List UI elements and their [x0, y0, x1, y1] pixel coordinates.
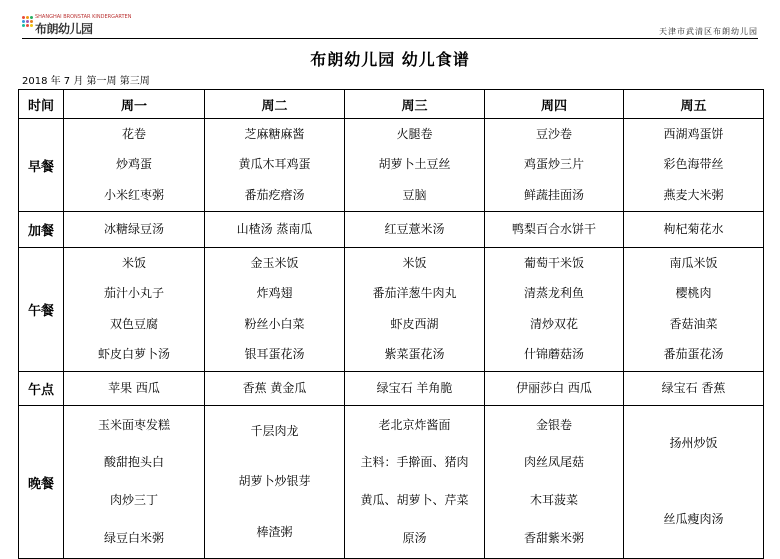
menu-cell-dinner-wednesday [345, 406, 485, 559]
logo-name: 布朗幼儿园 [35, 22, 93, 36]
menu-item: 老北京炸酱面 [378, 417, 451, 432]
menu-item: 豆沙卷 [535, 126, 572, 141]
menu-table [18, 89, 764, 559]
menu-item: 金银卷 [535, 417, 572, 432]
menu-cell-lunch-friday [624, 248, 764, 372]
menu-item: 双色豆腐 [109, 316, 158, 331]
meal-label-lunch: 午餐 [19, 248, 64, 372]
menu-item: 虾皮西湖 [390, 316, 439, 331]
week-label: 2018 年 7 月 第一周 第三周 [22, 76, 150, 87]
menu-item: 燕麦大米粥 [663, 187, 724, 202]
table-header-row [19, 90, 764, 119]
menu-item: 番茄洋葱牛肉丸 [372, 286, 457, 301]
menu-item: 虾皮白萝卜汤 [97, 347, 170, 362]
menu-cell-afternoon-snack-monday [64, 372, 205, 406]
meal-label-afternoon-snack: 午点 [19, 372, 64, 406]
menu-item: 山楂汤 蒸南瓜 [236, 221, 313, 236]
menu-item: 香甜紫米粥 [523, 530, 584, 545]
column-header-friday: 周五 [624, 90, 764, 119]
menu-cell-dinner-tuesday [205, 406, 345, 559]
menu-item: 葡萄干米饭 [523, 255, 584, 270]
menu-item: 冰糖绿豆汤 [103, 221, 164, 236]
menu-item: 樱桃肉 [675, 286, 712, 301]
location-text: 天津市武清区布朗幼儿园 [659, 27, 758, 36]
menu-item: 黄瓜、胡萝卜、芹菜 [360, 493, 469, 508]
menu-cell-snack-wednesday [345, 212, 485, 248]
menu-item: 茄汁小丸子 [103, 286, 164, 301]
page-title: 布朗幼儿园 幼儿食谱 [310, 50, 470, 69]
menu-item: 肉丝凤尾菇 [523, 455, 584, 470]
menu-item: 木耳菠菜 [529, 493, 578, 508]
menu-cell-breakfast-monday [64, 119, 205, 212]
menu-cell-lunch-wednesday [345, 248, 485, 372]
meal-label-dinner: 晚餐 [19, 406, 64, 559]
column-header-wednesday: 周三 [345, 90, 485, 119]
menu-item: 酸甜抱头白 [103, 455, 164, 470]
menu-item: 芝麻糖麻酱 [244, 126, 305, 141]
menu-item: 苹果 西瓜 [108, 380, 160, 395]
meal-label-snack: 加餐 [19, 212, 64, 248]
menu-item: 南瓜米饭 [669, 255, 718, 270]
menu-item: 火腿卷 [396, 126, 433, 141]
menu-cell-afternoon-snack-tuesday [205, 372, 345, 406]
menu-row-dinner [19, 406, 764, 559]
logo-dots-icon [22, 16, 34, 28]
menu-item: 粉丝小白菜 [244, 316, 305, 331]
menu-item: 炒鸡蛋 [115, 157, 152, 172]
menu-item: 银耳蛋花汤 [244, 347, 305, 362]
menu-item: 小米红枣粥 [103, 187, 164, 202]
menu-item: 清蒸龙利鱼 [523, 286, 584, 301]
column-header-thursday: 周四 [485, 90, 624, 119]
menu-item: 花卷 [121, 126, 146, 141]
menu-cell-afternoon-snack-wednesday [345, 372, 485, 406]
menu-item: 原汤 [402, 530, 427, 545]
menu-item: 主料：手擀面、猪肉 [360, 455, 469, 470]
menu-item: 紫菜蛋花汤 [384, 347, 445, 362]
menu-item: 香菇油菜 [669, 316, 718, 331]
kindergarten-logo [22, 14, 132, 38]
menu-item: 黄瓜木耳鸡蛋 [238, 157, 311, 172]
menu-item: 鸡蛋炒三片 [523, 157, 584, 172]
menu-cell-snack-tuesday [205, 212, 345, 248]
menu-item: 番茄蛋花汤 [663, 347, 724, 362]
menu-cell-snack-thursday [485, 212, 624, 248]
logo-small-text: SHANGHAI BRONSTAR KINDERGARTEN [35, 14, 132, 20]
menu-cell-lunch-monday [64, 248, 205, 372]
menu-cell-lunch-thursday [485, 248, 624, 372]
menu-item: 棒渣粥 [256, 524, 293, 539]
column-header-monday: 周一 [64, 90, 205, 119]
menu-item: 鲜蔬挂面汤 [523, 187, 584, 202]
menu-cell-dinner-friday [624, 406, 764, 559]
page-header [0, 0, 780, 44]
menu-cell-breakfast-friday [624, 119, 764, 212]
menu-item: 绿豆白米粥 [103, 530, 164, 545]
menu-item: 肉炒三丁 [109, 493, 158, 508]
column-header-time: 时间 [19, 90, 64, 119]
menu-row-afternoon-snack [19, 372, 764, 406]
menu-item: 西湖鸡蛋饼 [663, 126, 724, 141]
column-header-tuesday: 周二 [205, 90, 345, 119]
menu-item: 伊丽莎白 西瓜 [516, 380, 592, 395]
menu-item: 鸭梨百合水饼干 [511, 221, 596, 236]
menu-row-breakfast [19, 119, 764, 212]
menu-item: 胡萝卜土豆丝 [378, 157, 451, 172]
menu-item: 米饭 [402, 255, 427, 270]
menu-item: 金玉米饭 [250, 255, 299, 270]
menu-cell-snack-friday [624, 212, 764, 248]
menu-item: 千层肉龙 [250, 423, 299, 438]
menu-item: 番茄疙瘩汤 [244, 187, 305, 202]
menu-cell-afternoon-snack-friday [624, 372, 764, 406]
menu-cell-breakfast-tuesday [205, 119, 345, 212]
menu-item: 什锦蘑菇汤 [523, 347, 584, 362]
menu-row-lunch [19, 248, 764, 372]
menu-cell-snack-monday [64, 212, 205, 248]
menu-item: 玉米面枣发糕 [97, 417, 170, 432]
menu-cell-breakfast-wednesday [345, 119, 485, 212]
menu-item: 炸鸡翅 [256, 286, 293, 301]
menu-cell-lunch-tuesday [205, 248, 345, 372]
menu-item: 枸杞菊花水 [663, 221, 724, 236]
menu-item: 米饭 [121, 255, 146, 270]
menu-item: 红豆薏米汤 [384, 221, 445, 236]
menu-item: 清炒双花 [529, 316, 578, 331]
menu-item: 扬州炒饭 [669, 436, 718, 451]
menu-item: 绿宝石 香蕉 [661, 380, 726, 395]
meal-label-breakfast: 早餐 [19, 119, 64, 212]
menu-cell-afternoon-snack-thursday [485, 372, 624, 406]
menu-item: 香蕉 黄金瓜 [242, 380, 307, 395]
menu-cell-dinner-thursday [485, 406, 624, 559]
menu-item: 绿宝石 羊角脆 [376, 380, 453, 395]
menu-item: 彩色海带丝 [663, 157, 724, 172]
menu-item: 胡萝卜炒银芽 [238, 474, 311, 489]
menu-item: 丝瓜瘦肉汤 [663, 511, 724, 526]
menu-row-snack [19, 212, 764, 248]
header-divider [22, 38, 758, 39]
menu-item: 豆脑 [402, 187, 427, 202]
menu-cell-dinner-monday [64, 406, 205, 559]
menu-cell-breakfast-thursday [485, 119, 624, 212]
